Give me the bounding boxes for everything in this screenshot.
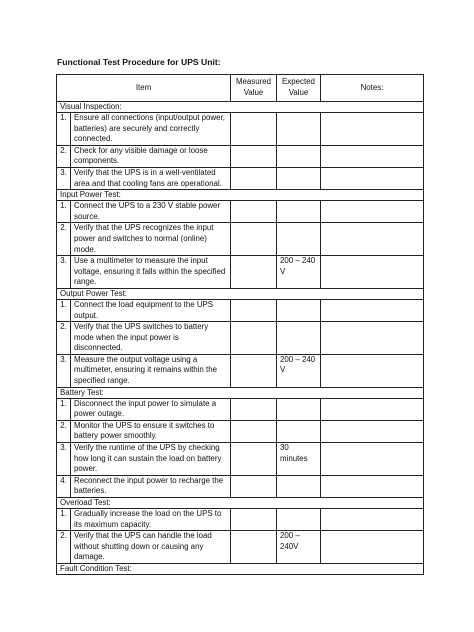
expected-value-cell bbox=[277, 299, 321, 321]
step-number: 3. bbox=[57, 167, 71, 189]
expected-value-cell bbox=[277, 145, 321, 167]
notes-cell bbox=[321, 223, 424, 256]
table-body bbox=[57, 102, 424, 575]
expected-value-cell bbox=[277, 167, 321, 189]
table-row bbox=[57, 531, 424, 564]
section-row bbox=[57, 102, 424, 113]
step-number: 2. bbox=[57, 223, 71, 256]
measured-value-cell bbox=[231, 167, 277, 189]
section-row bbox=[57, 288, 424, 299]
table-row bbox=[57, 509, 424, 531]
step-number: 1. bbox=[57, 201, 71, 223]
measured-value-cell bbox=[231, 322, 277, 355]
measured-value-cell bbox=[231, 223, 277, 256]
table-row bbox=[57, 354, 424, 387]
step-number: 1. bbox=[57, 299, 71, 321]
expected-value-cell bbox=[277, 322, 321, 355]
table-row bbox=[57, 201, 424, 223]
step-number: 1. bbox=[57, 398, 71, 420]
notes-cell bbox=[321, 201, 424, 223]
step-number: 3. bbox=[57, 256, 71, 289]
section-title: Fault Condition Test: bbox=[57, 563, 424, 574]
notes-cell bbox=[321, 354, 424, 387]
table-row bbox=[57, 475, 424, 497]
step-description: Check for any visible damage or loose components. bbox=[71, 145, 231, 167]
document-title: Functional Test Procedure for UPS Unit: bbox=[57, 57, 221, 67]
table-row bbox=[57, 145, 424, 167]
notes-cell bbox=[321, 145, 424, 167]
measured-value-cell bbox=[231, 299, 277, 321]
section-title: Overload Test: bbox=[57, 498, 424, 509]
notes-cell bbox=[321, 443, 424, 476]
table-row bbox=[57, 322, 424, 355]
measured-value-cell bbox=[231, 256, 277, 289]
step-number: 2. bbox=[57, 420, 71, 442]
step-description: Verify that the UPS can handle the load without shutting down or causing any damage. bbox=[71, 531, 231, 564]
section-row bbox=[57, 498, 424, 509]
measured-value-cell bbox=[231, 398, 277, 420]
measured-value-cell bbox=[231, 113, 277, 146]
header-notes: Notes: bbox=[321, 75, 424, 102]
step-description: Gradually increase the load on the UPS to its maximum capacity. bbox=[71, 509, 231, 531]
section-title: Battery Test: bbox=[57, 387, 424, 398]
header-measured-value: Measured Value bbox=[231, 75, 277, 102]
table-row bbox=[57, 256, 424, 289]
expected-value-cell bbox=[277, 420, 321, 442]
step-number: 1. bbox=[57, 113, 71, 146]
notes-cell bbox=[321, 509, 424, 531]
expected-value-cell: 200 – 240 V bbox=[277, 256, 321, 289]
step-description: Monitor the UPS to ensure it switches to battery power smoothly. bbox=[71, 420, 231, 442]
step-description: Use a multimeter to measure the input voltage, ensuring it falls within the specified range. bbox=[71, 256, 231, 289]
section-row bbox=[57, 563, 424, 574]
table-row bbox=[57, 167, 424, 189]
expected-value-cell bbox=[277, 201, 321, 223]
expected-value-cell bbox=[277, 113, 321, 146]
step-description: Verify that the UPS switches to battery mode when the input power is disconnected. bbox=[71, 322, 231, 355]
notes-cell bbox=[321, 167, 424, 189]
table-row bbox=[57, 299, 424, 321]
expected-value-cell bbox=[277, 223, 321, 256]
measured-value-cell bbox=[231, 531, 277, 564]
step-description: Verify that the UPS is in a well-ventilated area and that cooling fans are operational. bbox=[71, 167, 231, 189]
expected-value-cell: 200 – 240 V bbox=[277, 354, 321, 387]
section-title: Output Power Test: bbox=[57, 288, 424, 299]
notes-cell bbox=[321, 113, 424, 146]
measured-value-cell bbox=[231, 509, 277, 531]
table-row bbox=[57, 398, 424, 420]
step-description: Ensure all connections (input/output power, batteries) are securely and correctly connected. bbox=[71, 113, 231, 146]
measured-value-cell bbox=[231, 354, 277, 387]
notes-cell bbox=[321, 256, 424, 289]
table-row bbox=[57, 113, 424, 146]
measured-value-cell bbox=[231, 443, 277, 476]
step-description: Verify that the UPS recognizes the input power and switches to normal (online) mode. bbox=[71, 223, 231, 256]
notes-cell bbox=[321, 475, 424, 497]
measured-value-cell bbox=[231, 475, 277, 497]
measured-value-cell bbox=[231, 201, 277, 223]
step-description: Verify the runtime of the UPS by checking how long it can sustain the load on battery power. bbox=[71, 443, 231, 476]
step-description: Connect the load equipment to the UPS output. bbox=[71, 299, 231, 321]
step-number: 2. bbox=[57, 145, 71, 167]
table-row bbox=[57, 420, 424, 442]
header-expected-value: Expected Value bbox=[277, 75, 321, 102]
measured-value-cell bbox=[231, 145, 277, 167]
measured-value-cell bbox=[231, 420, 277, 442]
section-title: Input Power Test: bbox=[57, 190, 424, 201]
notes-cell bbox=[321, 398, 424, 420]
expected-value-cell: 30 minutes bbox=[277, 443, 321, 476]
step-number: 1. bbox=[57, 509, 71, 531]
notes-cell bbox=[321, 322, 424, 355]
step-description: Reconnect the input power to recharge the batteries. bbox=[71, 475, 231, 497]
header-item: Item bbox=[57, 75, 231, 102]
step-number: 2. bbox=[57, 531, 71, 564]
step-number: 3. bbox=[57, 443, 71, 476]
expected-value-cell bbox=[277, 398, 321, 420]
notes-cell bbox=[321, 299, 424, 321]
notes-cell bbox=[321, 531, 424, 564]
notes-cell bbox=[321, 420, 424, 442]
expected-value-cell bbox=[277, 475, 321, 497]
expected-value-cell bbox=[277, 509, 321, 531]
expected-value-cell: 200 – 240V bbox=[277, 531, 321, 564]
section-row bbox=[57, 190, 424, 201]
step-number: 2. bbox=[57, 322, 71, 355]
step-description: Disconnect the input power to simulate a power outage. bbox=[71, 398, 231, 420]
step-number: 4. bbox=[57, 475, 71, 497]
step-number: 3. bbox=[57, 354, 71, 387]
test-procedure-table bbox=[56, 74, 424, 575]
table-header-row bbox=[57, 75, 424, 102]
section-row bbox=[57, 387, 424, 398]
step-description: Measure the output voltage using a multimeter, ensuring it remains within the specified range. bbox=[71, 354, 231, 387]
table-row bbox=[57, 443, 424, 476]
step-description: Connect the UPS to a 230 V stable power source. bbox=[71, 201, 231, 223]
table-row bbox=[57, 223, 424, 256]
section-title: Visual Inspection: bbox=[57, 102, 424, 113]
